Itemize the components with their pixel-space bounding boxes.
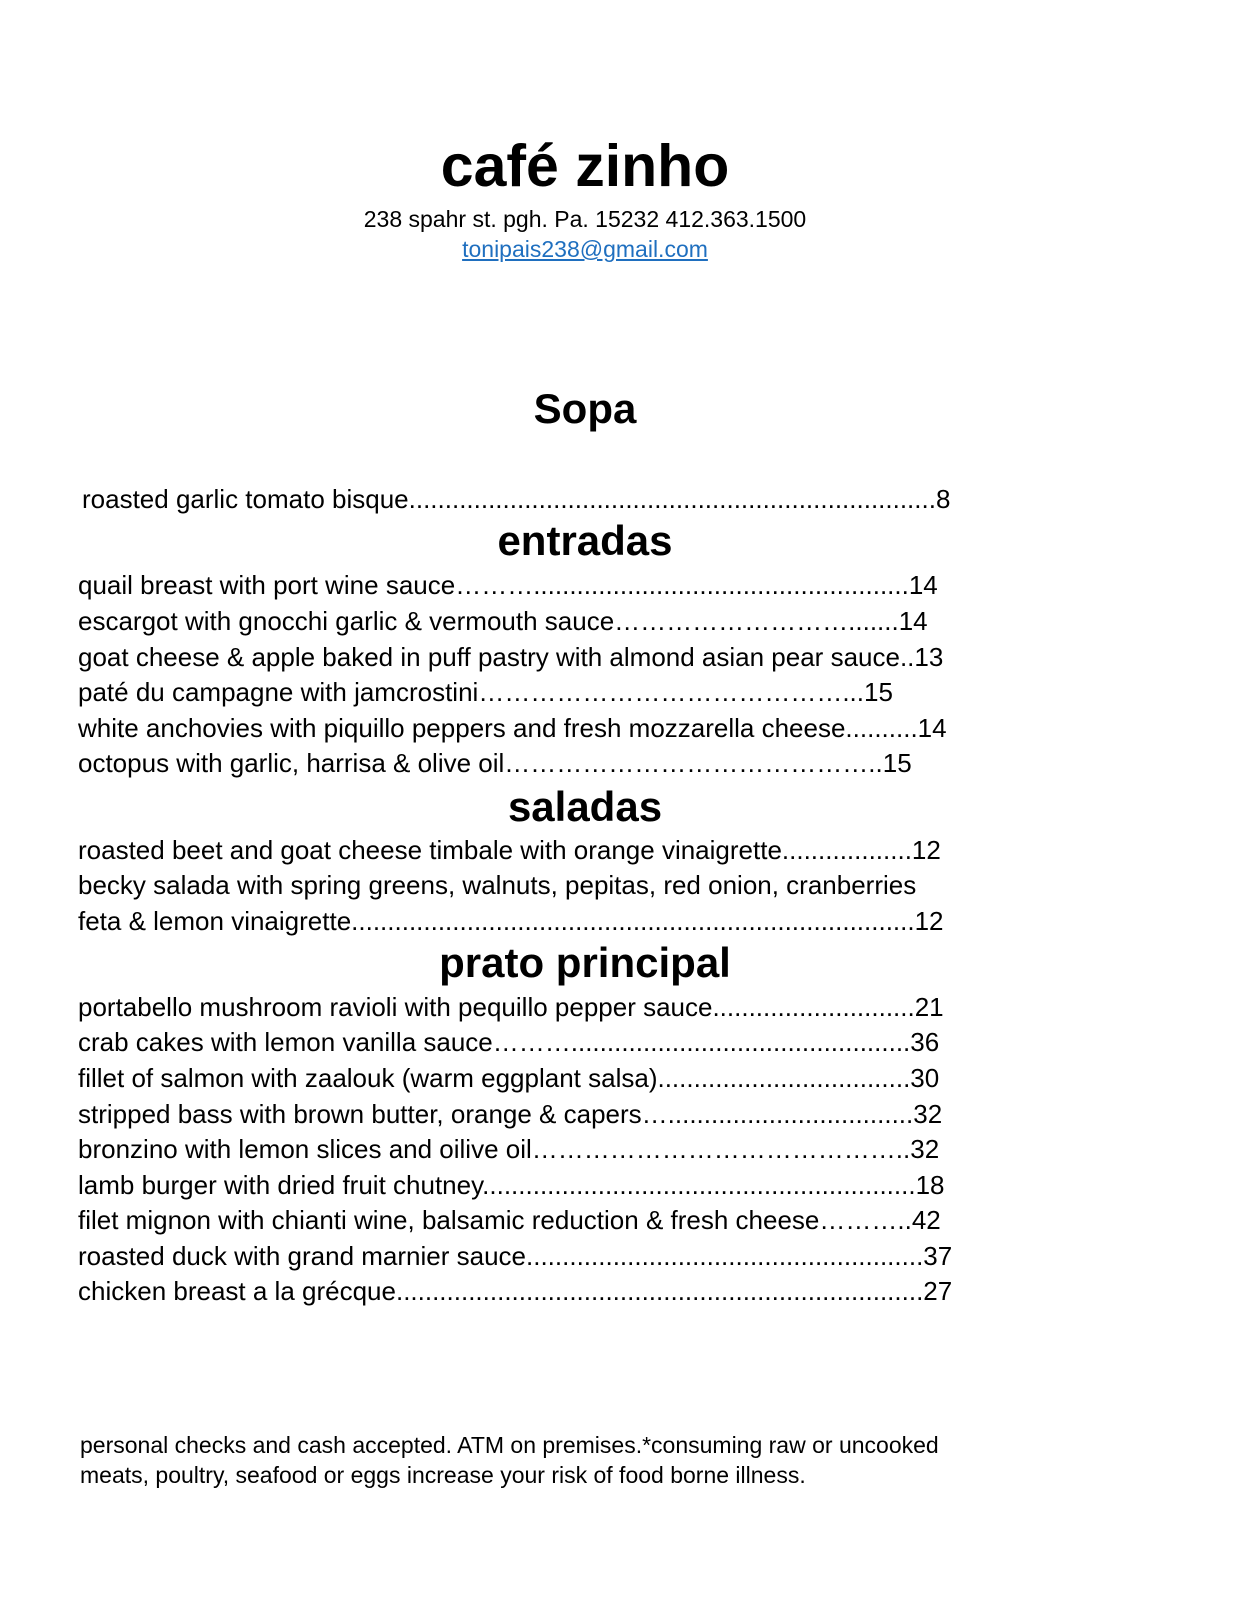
menu-item: filet mignon with chianti wine, balsamic reduction & fresh cheese………..42 [78,1205,941,1235]
menu-item: lamb burger with dried fruit chutney............................................................18 [78,1170,945,1200]
menu-item: paté du campagne with jamcrostini……………………………………...15 [78,677,893,707]
section-heading-sopa: Sopa [533,385,637,432]
footer-note [80,1430,1080,1490]
restaurant-name: café zinho [440,133,730,199]
menu-item: escargot with gnocchi garlic & vermouth sauce……………………….......14 [78,606,928,636]
section-heading-entradas: entradas [497,517,673,564]
menu-item: crab cakes with lemon vanilla sauce………...............................................36 [78,1027,940,1057]
menu-item: bronzino with lemon slices and oilive oil……………………………………..32 [78,1134,940,1164]
menu-header [0,128,1170,264]
menu-item: white anchovies with piquillo peppers and fresh mozzarella cheese..........14 [78,713,947,743]
email-link[interactable]: tonipais238@gmail.com [462,236,708,262]
menu-item: feta & lemon vinaigrette..............................................................................12 [78,906,944,936]
menu-item: becky salada with spring greens, walnuts, pepitas, red onion, cranberries [78,870,917,900]
menu-item: roasted beet and goat cheese timbale with orange vinaigrette..................12 [78,835,941,865]
footer-line: personal checks and cash accepted. ATM on premises.*consuming raw or uncooked [80,1432,939,1458]
menu-item: fillet of salmon with zaalouk (warm eggplant salsa)...................................30 [78,1063,940,1093]
menu-item: goat cheese & apple baked in puff pastry with almond asian pear sauce..13 [78,642,944,672]
footer-line: meats, poultry, seafood or eggs increase your risk of food borne illness. [80,1462,806,1488]
menu-item: roasted garlic tomato bisque.........................................................................8 [82,484,951,514]
section-heading-saladas: saladas [507,783,663,830]
menu-item: quail breast with port wine sauce………....................................................14 [78,570,938,600]
section-heading-prato-principal: prato principal [439,939,731,986]
menu-item: portabello mushroom ravioli with pequillo pepper sauce............................21 [78,992,944,1022]
menu-item: chicken breast a la grécque.........................................................................27 [78,1276,953,1306]
menu-item: octopus with garlic, harrisa & olive oil……………………………………..15 [78,748,912,778]
menu-item: roasted duck with grand marnier sauce.......................................................37 [78,1241,953,1271]
restaurant-address: 238 spahr st. pgh. Pa. 15232 412.363.1500 [363,206,807,232]
menu-item: stripped bass with brown butter, orange & capers…..................................32 [78,1099,943,1129]
